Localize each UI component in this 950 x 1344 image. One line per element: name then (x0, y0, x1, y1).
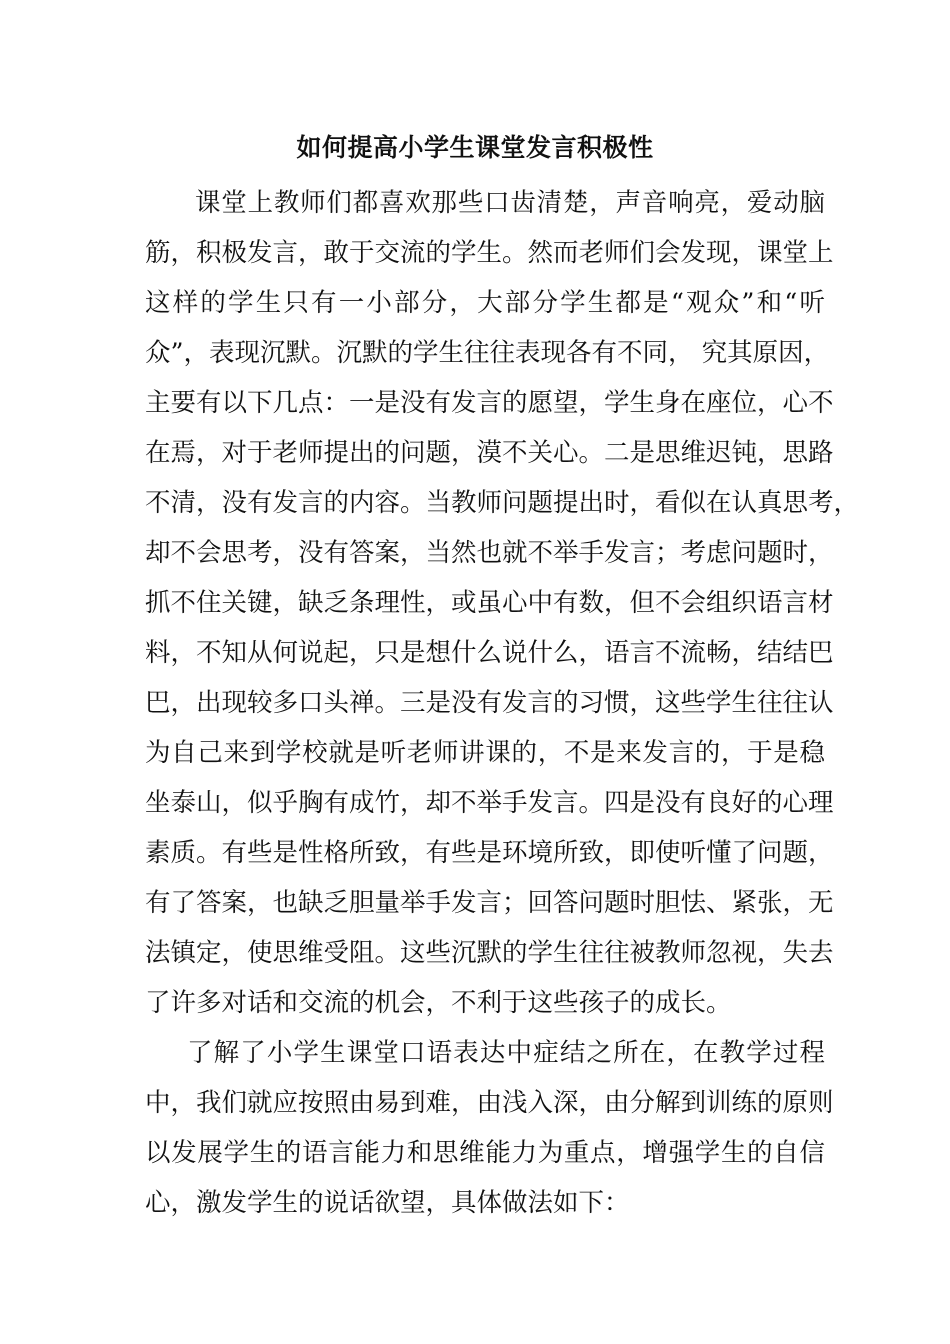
paragraph-2-line-1: 了解了小学生课堂口语表达中症结之所在，在教学过程 (187, 1038, 825, 1068)
document-body (145, 178, 860, 1228)
paragraph-1-line-11: 巴，出现较多口头禅。三是没有发言的习惯，这些学生往往认 (145, 688, 834, 718)
paragraph-2-line-2: 中，我们就应按照由易到难，由浅入深，由分解到训练的原则 (145, 1088, 834, 1118)
paragraph-1-line-15: 有了答案，也缺乏胆量举手发言；回答问题时胆怯、紧张，无 (145, 888, 834, 918)
paragraph-1-line-13: 坐泰山，似乎胸有成竹，却不举手发言。四是没有良好的心理 (145, 788, 834, 818)
paragraph-1-line-14: 素质。有些是性格所致，有些是环境所致，即使听懂了问题， (145, 838, 834, 868)
paragraph-1-line-10: 料，不知从何说起，只是想什么说什么，语言不流畅，结结巴 (145, 638, 834, 668)
paragraph-2-line-3: 以发展学生的语言能力和思维能力为重点，增强学生的自信 (145, 1138, 825, 1168)
paragraph-1-line-4: 众”，表现沉默。沉默的学生往往表现各有不同， 究其原因， (145, 338, 830, 368)
paragraph-1-line-5: 主要有以下几点：一是没有发言的愿望，学生身在座位，心不 (145, 388, 834, 418)
paragraph-1-line-6: 在焉，对于老师提出的问题，漠不关心。二是思维迟钝，思路 (145, 438, 834, 468)
paragraph-1-line-2: 筋，积极发言，敢于交流的学生。然而老师们会发现，课堂上 (145, 238, 834, 268)
document-title: 如何提高小学生课堂发言积极性 (296, 133, 654, 162)
paragraph-1-line-12: 为自己来到学校就是听老师讲课的，不是来发言的，于是稳 (145, 738, 825, 768)
paragraph-1-line-9: 抓不住关键，缺乏条理性，或虽心中有数，但不会组织语言材 (145, 588, 834, 618)
paragraph-1-line-8: 却不会思考，没有答案，当然也就不举手发言；考虑问题时， (145, 538, 834, 568)
paragraph-2-line-4: 心，激发学生的说话欲望，具体做法如下： (145, 1188, 630, 1218)
paragraph-1-line-17: 了许多对话和交流的机会，不利于这些孩子的成长。 (145, 988, 732, 1018)
paragraph-1-line-3: 这样的学生只有一小部分，大部分学生都是“观众”和“听 (145, 288, 825, 318)
paragraph-1-line-1: 课堂上教师们都喜欢那些口齿清楚，声音响亮，爱动脑 (195, 188, 825, 218)
paragraph-1-line-7: 不清，没有发言的内容。当教师问题提出时，看似在认真思考， (145, 488, 860, 518)
paragraph-1-line-16: 法镇定，使思维受阻。这些沉默的学生往往被教师忽视，失去 (145, 938, 834, 968)
